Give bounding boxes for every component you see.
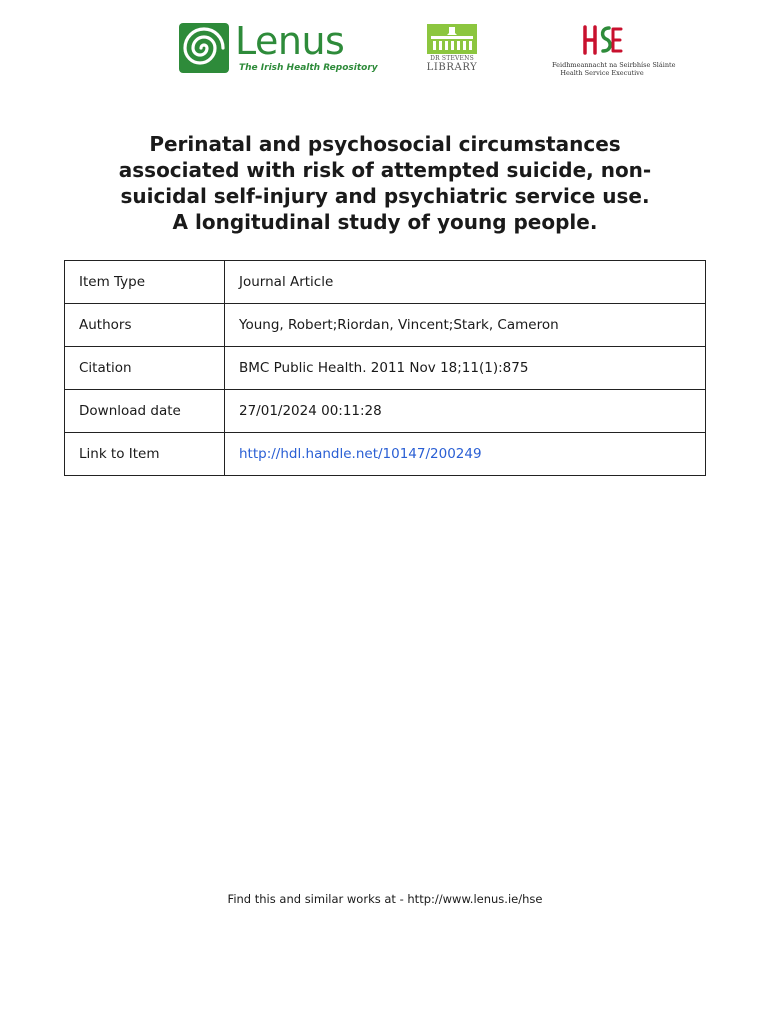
hse-line1: Feidhmeannacht na Seirbhíse Sláinte — [552, 61, 676, 69]
table-row — [65, 347, 706, 390]
download-date-value: 27/01/2024 00:11:28 — [225, 390, 706, 433]
lenus-spiral-icon — [179, 23, 229, 73]
item-link[interactable]: http://hdl.handle.net/10147/200249 — [239, 446, 482, 462]
authors-value: Young, Robert;Riordan, Vincent;Stark, Cameron — [225, 304, 706, 347]
link-to-item-label: Link to Item — [65, 433, 225, 476]
table-row — [65, 261, 706, 304]
table-row — [65, 390, 706, 433]
hse-logo — [552, 23, 676, 77]
authors-label: Authors — [65, 304, 225, 347]
metadata-table — [64, 260, 706, 476]
link-to-item-cell — [225, 433, 706, 476]
table-row — [65, 304, 706, 347]
table-row — [65, 433, 706, 476]
lenus-logo — [179, 19, 378, 75]
stevens-line1: DR STEVENS — [430, 55, 474, 62]
download-date-label: Download date — [65, 390, 225, 433]
hse-line2: Health Service Executive — [560, 69, 644, 77]
hse-mark-icon — [579, 23, 623, 57]
lenus-tagline: The Irish Health Repository — [239, 63, 378, 73]
stevens-library-logo — [424, 24, 480, 76]
item-type-value: Journal Article — [225, 261, 706, 304]
stevens-line2: LIBRARY — [426, 62, 478, 73]
citation-value: BMC Public Health. 2011 Nov 18;11(1):875 — [225, 347, 706, 390]
citation-label: Citation — [65, 347, 225, 390]
item-type-label: Item Type — [65, 261, 225, 304]
document-title: Perinatal and psychosocial circumstances associated with risk of attempted suicide, non-suicidal self-injury and psychiatric service use. A longitudinal study of young people. — [118, 132, 652, 234]
lenus-wordmark: Lenus — [235, 19, 345, 63]
building-icon — [427, 24, 477, 54]
footer-text: Find this and similar works at - http://www.lenus.ie/hse — [227, 892, 543, 906]
